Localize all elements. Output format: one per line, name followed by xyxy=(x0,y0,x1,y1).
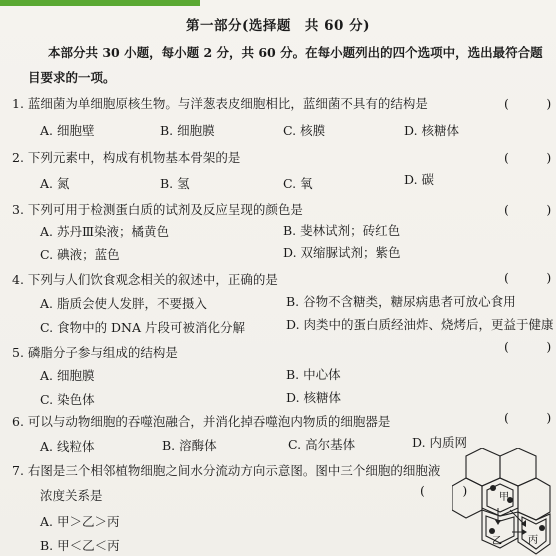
question-1-stem: 1. 蓝细菌为单细胞原核生物。与洋葱表皮细胞相比，蓝细菌不具有的结构是 xyxy=(12,96,428,111)
part-title: 第一部分(选择题 共 60 分) xyxy=(186,18,370,34)
question-2-stem: 2. 下列元素中，构成有机物基本骨架的是 xyxy=(12,150,241,165)
question-1-answer-blank: ( ) xyxy=(504,96,552,111)
arrow-head xyxy=(495,520,501,525)
question-4-option-c: C. 食物中的 DNA 片段可被消化分解 xyxy=(40,320,245,335)
cell-label-yi: 乙 xyxy=(492,536,502,547)
question-4-answer-blank: ( ) xyxy=(504,270,552,285)
question-6-option-a: A. 线粒体 xyxy=(40,439,95,454)
question-6-option-c: C. 高尔基体 xyxy=(288,437,356,452)
question-6-option-b: B. 溶酶体 xyxy=(162,438,217,453)
question-3-option-a: A. 苏丹Ⅲ染液；橘黄色 xyxy=(40,224,170,239)
question-7-stem-continued: 浓度关系是 xyxy=(40,488,103,503)
question-4-stem: 4. 下列与人们饮食观念相关的叙述中，正确的是 xyxy=(12,272,278,287)
question-2-option-b: B. 氢 xyxy=(160,176,190,191)
question-2-option-c: C. 氧 xyxy=(283,176,313,191)
question-5-stem: 5. 磷脂分子参与组成的结构是 xyxy=(12,345,178,360)
cell-wall-left xyxy=(452,478,482,518)
plant-cells-diagram xyxy=(452,448,552,556)
question-3-stem: 3. 下列可用于检测蛋白质的试剂及反应呈现的颜色是 xyxy=(12,202,303,217)
question-2-answer-blank: ( ) xyxy=(504,150,552,165)
nucleus-dot xyxy=(490,485,496,491)
question-4-option-d: D. 肉类中的蛋白质经油炸、烧烤后，更益于健康 xyxy=(286,317,554,332)
question-2-option-d: D. 碳 xyxy=(404,172,435,187)
question-5-option-d: D. 核糖体 xyxy=(286,390,342,405)
question-7-answer-blank: ( ) xyxy=(420,483,468,498)
cell-label-jia: 甲 xyxy=(499,492,509,503)
question-2-option-a: A. 氮 xyxy=(40,176,70,191)
question-5-answer-blank: ( ) xyxy=(504,339,552,354)
question-4-option-b: B. 谷物不含糖类，糖尿病患者可放心食用 xyxy=(286,294,516,309)
question-7-option-b: B. 甲＜乙＜丙 xyxy=(40,538,120,553)
question-7-stem: 7. 右图是三个相邻植物细胞之间水分流动方向示意图。图中三个细胞的细胞液 xyxy=(12,463,441,478)
question-1-option-b: B. 细胞膜 xyxy=(160,123,215,138)
question-1-option-a: A. 细胞壁 xyxy=(40,123,95,138)
question-6-answer-blank: ( ) xyxy=(504,410,552,425)
question-7-option-a: A. 甲＞乙＞丙 xyxy=(40,514,120,529)
question-3-option-b: B. 斐林试剂；砖红色 xyxy=(283,223,401,238)
question-1-option-d: D. 核糖体 xyxy=(404,123,460,138)
question-5-option-b: B. 中心体 xyxy=(286,367,341,382)
arrow-head xyxy=(522,529,527,535)
question-3-option-d: D. 双缩脲试剂；紫色 xyxy=(283,245,401,260)
question-6-stem: 6. 可以与动物细胞的吞噬泡融合，并消化掉吞噬泡内物质的细胞器是 xyxy=(12,414,391,429)
question-1-option-c: C. 核膜 xyxy=(283,123,326,138)
cell-label-bing: 丙 xyxy=(528,535,538,546)
nucleus-dot xyxy=(489,528,495,534)
question-5-option-a: A. 细胞膜 xyxy=(40,368,95,383)
question-3-answer-blank: ( ) xyxy=(504,202,552,217)
question-4-option-a: A. 脂质会使人发胖，不要摄入 xyxy=(40,296,207,311)
nucleus-dot xyxy=(539,525,545,531)
header-accent-bar xyxy=(0,0,200,6)
question-6-option-d: D. 内质网 xyxy=(412,435,468,450)
question-3-option-c: C. 碘液；蓝色 xyxy=(40,247,120,262)
question-5-option-c: C. 染色体 xyxy=(40,392,95,407)
instructions: 本部分共 30 小题，每小题 2 分，共 60 分。在每小题列出的四个选项中，选出最符合题目要求的一项。 xyxy=(28,45,543,85)
